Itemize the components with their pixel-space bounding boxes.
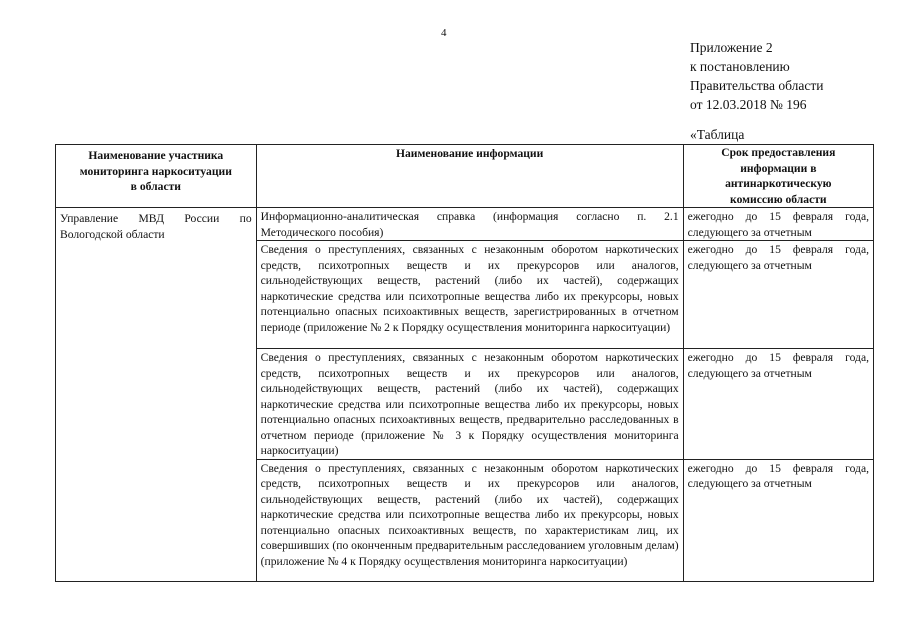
deadline-cell: ежегодно до 15 февраля года, следующего за отчетным xyxy=(683,349,873,460)
table-header-row xyxy=(56,145,874,208)
page-number: 4 xyxy=(441,27,447,39)
appendix-line: к постановлению xyxy=(690,59,790,74)
information-cell: Информационно-аналитическая справка (информация согласно п. 2.1 Методического пособия) xyxy=(256,208,683,241)
appendix-line: от 12.03.2018 № 196 xyxy=(690,97,807,112)
deadline-cell: ежегодно до 15 февраля года, следующего за отчетным xyxy=(683,241,873,349)
participant-cell: Управление МВД России по Вологодской области xyxy=(56,208,257,582)
information-cell: Сведения о преступлениях, связанных с незаконным оборотом наркотических средств, психотропных веществ и их прекурсоров или аналогов, сильнодействующих веществ, растений (либо их частей), содержащих наркотические средства или психотропные вещества либо их прекурсоры, новых потенциально опасных психоактивных веществ, зарегистрированных в отчетном периоде (приложение № 2 к Порядку осуществления мониторинга наркоситуации) xyxy=(256,241,683,349)
deadline-cell: ежегодно до 15 февраля года, следующего за отчетным xyxy=(683,208,873,241)
information-cell: Сведения о преступлениях, связанных с незаконным оборотом наркотических средств, психотропных веществ и их прекурсоров или аналогов, сильнодействующих веществ, растений (либо их частей), содержащих наркотические средства или психотропные вещества либо их прекурсоры, новых потенциально опасных психоактивных веществ, по характеристикам лиц, их совершивших (по оконченным предварительным расследованием уголовным делам) (приложение № 4 к Порядку осуществления мониторинга наркоситуации) xyxy=(256,459,683,581)
header-participant: Наименование участника мониторинга наркоситуации в области xyxy=(56,145,257,208)
deadline-cell: ежегодно до 15 февраля года, следующего за отчетным xyxy=(683,459,873,581)
table-label: «Таблица xyxy=(690,127,745,142)
appendix-block xyxy=(690,38,823,114)
table-row xyxy=(56,208,874,241)
appendix-line: Правительства области xyxy=(690,78,824,93)
header-deadline: Срок предоставления информации в антинаркотическую комиссию области xyxy=(683,145,873,208)
monitoring-table xyxy=(55,144,874,582)
appendix-line: Приложение 2 xyxy=(690,40,773,55)
information-cell: Сведения о преступлениях, связанных с незаконным оборотом наркотических средств, психотропных веществ и их прекурсоров или аналогов, сильнодействующих веществ, растений (либо их частей), содержащих наркотические средства или психотропные вещества либо их прекурсоры, новых потенциально опасных психоактивных веществ, предварительно расследованных в отчетном периоде (приложение № 3 к Порядку осуществления мониторинга наркоситуации) xyxy=(256,349,683,460)
header-information: Наименование информации xyxy=(256,145,683,208)
